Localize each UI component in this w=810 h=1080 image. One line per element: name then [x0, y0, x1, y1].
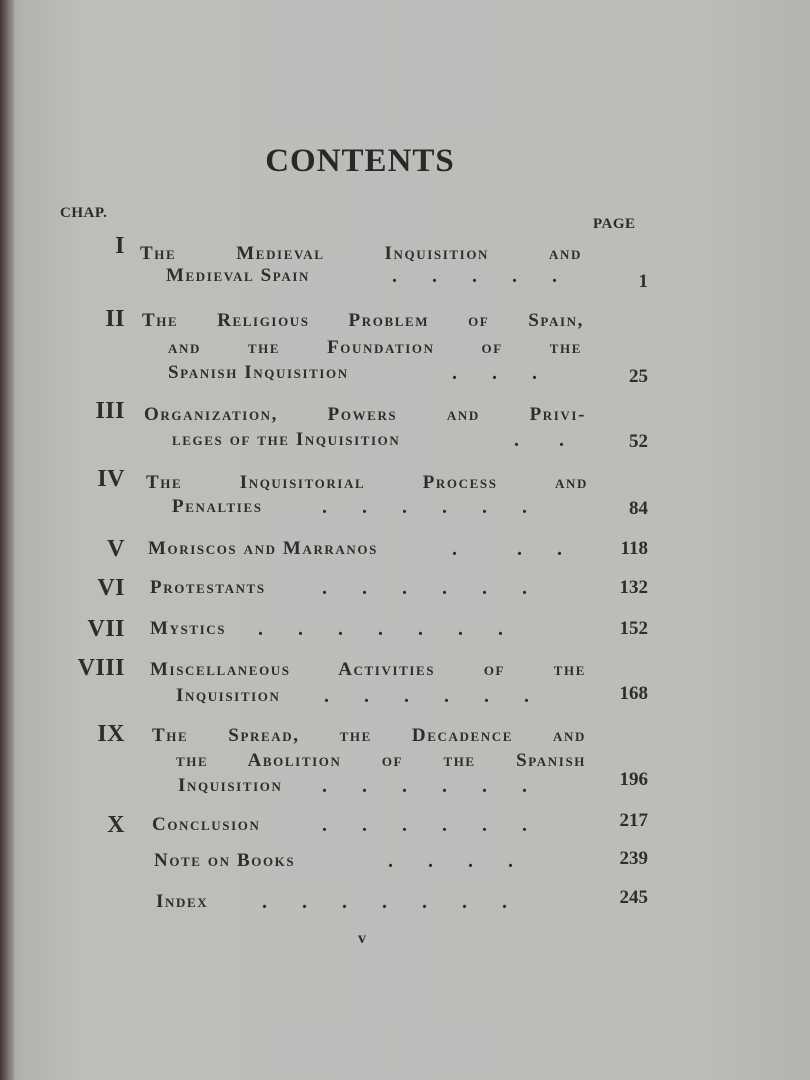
chapter-number: V: [107, 536, 125, 562]
leader-dots: . .: [514, 429, 564, 451]
leader-dots: . . . . . .: [322, 814, 527, 836]
leader-dots: . . . . .: [392, 265, 557, 287]
chapter-title-line: Penalties: [172, 496, 263, 517]
chapter-title-line: Mystics: [150, 618, 227, 639]
chapter-title-line: Miscellaneous Activities of the: [150, 659, 586, 680]
page-number: 245: [619, 887, 648, 908]
leader-dots: . . . . . .: [322, 577, 527, 599]
chapter-title-line: The Religious Problem of Spain,: [142, 310, 584, 331]
chapter-title-line: Moriscos and Marranos: [148, 538, 378, 559]
chapter-number: I: [115, 233, 125, 259]
leader-dots: . . .: [452, 538, 562, 560]
chapter-column-header: CHAP.: [60, 205, 108, 221]
chapter-title-line: Protestants: [150, 577, 266, 598]
chapter-title-line: Conclusion: [152, 814, 261, 835]
folio-page-number: v: [358, 930, 366, 947]
page-number: 239: [619, 848, 648, 869]
leader-dots: . . . . . . .: [262, 891, 507, 913]
chapter-title-line: leges of the Inquisition: [172, 429, 401, 450]
chapter-title-line: The Medieval Inquisition and: [140, 243, 582, 264]
page-number: 52: [629, 431, 648, 452]
chapter-title-line: Inquisition: [176, 685, 281, 706]
page-number: 118: [620, 538, 648, 559]
chapter-number: VI: [97, 575, 125, 601]
chapter-title-line: and the Foundation of the: [168, 337, 582, 358]
page-binding-edge: [0, 0, 14, 1080]
page-number: 1: [638, 271, 648, 292]
chapter-title-line: Spanish Inquisition: [168, 362, 349, 383]
page-title: CONTENTS: [265, 143, 455, 179]
chapter-number: X: [107, 812, 125, 838]
page-number: 132: [619, 577, 648, 598]
page-number: 217: [619, 810, 648, 831]
back-matter-title: Index: [156, 891, 209, 912]
chapter-title-line: Medieval Spain: [166, 265, 311, 286]
page-column-header: PAGE: [593, 216, 636, 232]
page-number: 168: [619, 683, 648, 704]
leader-dots: . . . . . .: [322, 775, 527, 797]
chapter-title-line: Inquisition: [178, 775, 283, 796]
chapter-title-line: Organization, Powers and Privi-: [144, 404, 586, 425]
page-number: 152: [619, 618, 648, 639]
leader-dots: . . . . . .: [322, 496, 527, 518]
leader-dots: . . . . . .: [324, 685, 529, 707]
chapter-number: III: [95, 398, 125, 424]
chapter-number: VII: [87, 616, 125, 642]
leader-dots: . . . . . . .: [258, 618, 503, 640]
chapter-number: II: [105, 306, 125, 332]
chapter-number: IV: [97, 466, 125, 492]
leader-dots: . . . .: [388, 850, 513, 872]
chapter-number: IX: [97, 721, 125, 747]
chapter-title-line: The Inquisitorial Process and: [146, 472, 588, 493]
chapter-title-line: the Abolition of the Spanish: [176, 750, 586, 771]
page-number: 25: [629, 366, 648, 387]
page-number: 84: [629, 498, 648, 519]
page-number: 196: [619, 769, 648, 790]
back-matter-title: Note on Books: [154, 850, 296, 871]
leader-dots: . . .: [452, 362, 537, 384]
chapter-title-line: The Spread, the Decadence and: [152, 725, 586, 746]
chapter-number: VIII: [77, 655, 125, 681]
